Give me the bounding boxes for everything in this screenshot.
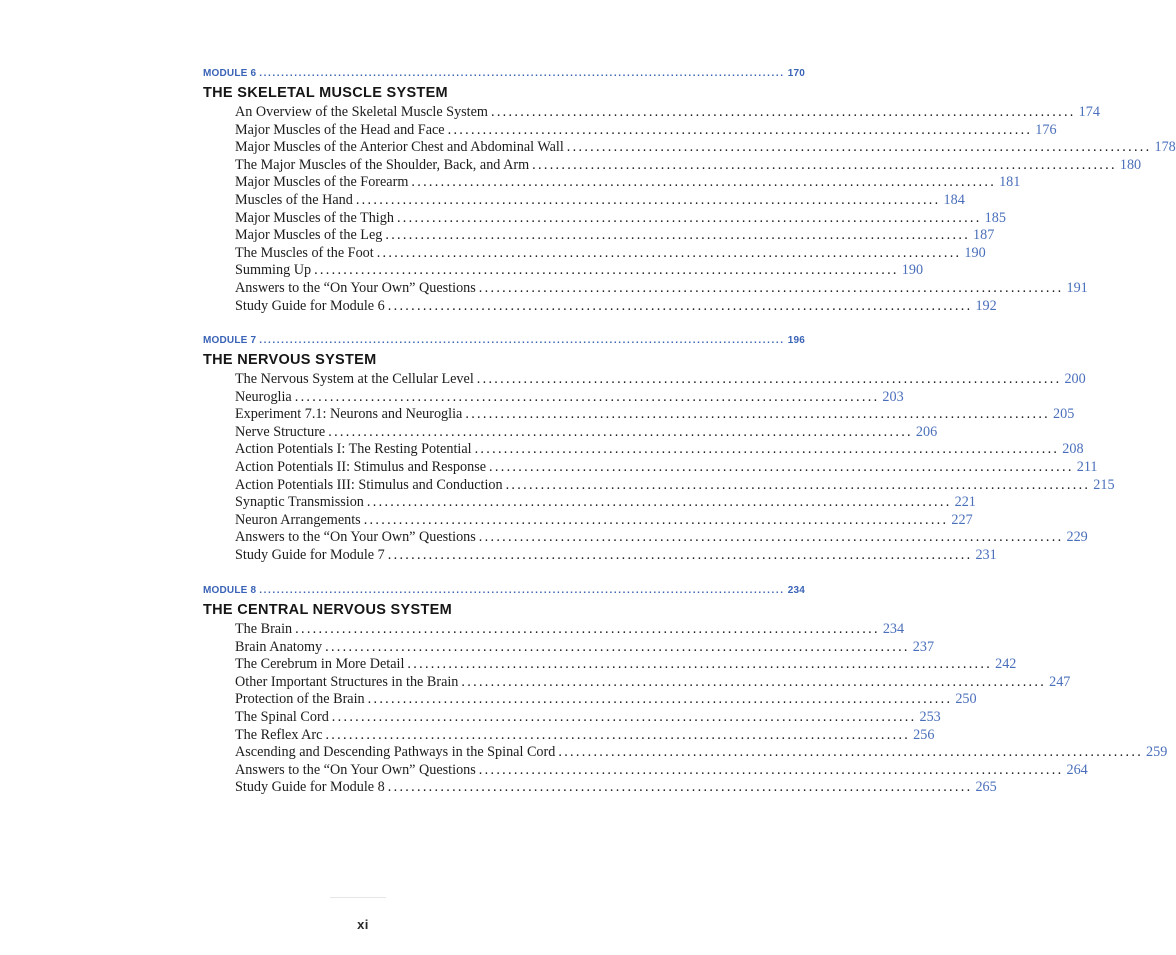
module-title: THE NERVOUS SYSTEM bbox=[203, 352, 377, 368]
module-6-section bbox=[203, 68, 1176, 315]
entry-title: Major Muscles of the Head and Face bbox=[235, 121, 445, 138]
module-label: MODULE 8 bbox=[203, 585, 257, 596]
dot-leader: .................................................................................................... bbox=[387, 546, 973, 563]
module-header[interactable] bbox=[203, 335, 805, 349]
entry-page-number: 185 bbox=[984, 209, 1006, 226]
toc-entry[interactable] bbox=[235, 511, 973, 530]
module-header[interactable] bbox=[203, 585, 805, 599]
toc-entry[interactable] bbox=[235, 546, 997, 565]
entry-title: The Cerebrum in More Detail bbox=[235, 656, 405, 673]
entry-title: Protection of the Brain bbox=[235, 691, 365, 708]
dot-leader: .................................................................................................... bbox=[355, 191, 941, 208]
entry-title: An Overview of the Skeletal Muscle System bbox=[235, 104, 488, 120]
toc-entry[interactable] bbox=[235, 121, 1057, 140]
toc-entry[interactable] bbox=[235, 209, 1006, 228]
toc-entry[interactable] bbox=[235, 656, 1017, 674]
entry-page-number: 184 bbox=[943, 191, 965, 208]
dot-leader: .................................................................................................... bbox=[558, 744, 1144, 761]
dot-leader: .................................................................................................... bbox=[387, 779, 973, 796]
module-label: MODULE 7 bbox=[203, 335, 257, 346]
entry-page-number: 256 bbox=[913, 726, 935, 743]
dot-leader: .................................................................................................... bbox=[295, 621, 880, 637]
entry-page-number: 187 bbox=[973, 227, 995, 244]
dot-leader: .................................................................................................... bbox=[474, 441, 1060, 458]
dot-leader: ........................................................................................................................ bbox=[259, 585, 785, 596]
dot-leader: .................................................................................................... bbox=[407, 656, 993, 673]
dot-leader: .................................................................................................... bbox=[447, 121, 1033, 138]
dot-leader: .................................................................................................... bbox=[489, 458, 1074, 475]
entry-title: Major Muscles of the Thigh bbox=[235, 209, 394, 226]
entry-title: Study Guide for Module 6 bbox=[235, 297, 385, 314]
entry-page-number: 190 bbox=[964, 244, 986, 261]
entry-title: Summing Up bbox=[235, 262, 312, 279]
entry-list bbox=[235, 104, 1176, 315]
entry-title: Neuroglia bbox=[235, 388, 292, 405]
dot-leader: .................................................................................................... bbox=[566, 139, 1152, 156]
entry-page-number: 221 bbox=[954, 494, 976, 511]
entry-title: Nerve Structure bbox=[235, 423, 326, 440]
toc-entry[interactable] bbox=[235, 494, 976, 512]
toc-entry[interactable] bbox=[235, 371, 1086, 389]
module-header[interactable] bbox=[203, 68, 805, 82]
toc-entry[interactable] bbox=[235, 761, 1088, 780]
toc-entry[interactable] bbox=[235, 174, 1021, 192]
toc-entry[interactable] bbox=[235, 227, 995, 245]
entry-title: The Reflex Arc bbox=[235, 726, 323, 743]
dot-leader: .................................................................................................... bbox=[396, 209, 982, 226]
dot-leader: .................................................................................................... bbox=[385, 227, 971, 244]
dot-leader: .................................................................................................... bbox=[532, 156, 1117, 173]
toc-entry[interactable] bbox=[235, 388, 904, 407]
entry-title: Study Guide for Module 7 bbox=[235, 546, 385, 563]
entry-title: The Muscles of the Foot bbox=[235, 244, 374, 261]
toc-entry[interactable] bbox=[235, 779, 997, 797]
entry-page-number: 215 bbox=[1093, 476, 1115, 493]
dot-leader: .................................................................................................... bbox=[490, 104, 1076, 120]
module-title: THE SKELETAL MUSCLE SYSTEM bbox=[203, 85, 448, 101]
entry-page-number: 242 bbox=[995, 656, 1017, 673]
entry-page-number: 237 bbox=[912, 638, 935, 655]
dot-leader: .................................................................................................... bbox=[294, 388, 880, 405]
entry-title: Answers to the “On Your Own” Questions bbox=[235, 529, 476, 546]
toc-entry[interactable] bbox=[235, 262, 924, 280]
entry-page-number: 247 bbox=[1049, 673, 1071, 690]
entry-page-number: 192 bbox=[975, 297, 997, 314]
toc-entry[interactable] bbox=[235, 406, 1075, 424]
entry-page-number: 227 bbox=[951, 511, 973, 528]
toc-entry[interactable] bbox=[235, 638, 935, 657]
entry-page-number: 176 bbox=[1035, 121, 1057, 138]
toc-entry[interactable] bbox=[235, 139, 1176, 157]
entry-page-number: 259 bbox=[1146, 744, 1168, 761]
entry-page-number: 200 bbox=[1064, 371, 1086, 387]
page-number: xi bbox=[357, 917, 369, 932]
module-7-section bbox=[203, 335, 1115, 565]
entry-page-number: 191 bbox=[1066, 279, 1088, 296]
toc-entry[interactable] bbox=[235, 726, 935, 745]
toc-entry[interactable] bbox=[235, 423, 938, 442]
entry-title: Neuron Arrangements bbox=[235, 511, 361, 528]
module-page-number: 196 bbox=[787, 335, 805, 346]
dot-leader: .................................................................................................... bbox=[366, 494, 952, 511]
dot-leader: .................................................................................................... bbox=[325, 638, 910, 655]
footer-divider bbox=[330, 897, 386, 898]
entry-list bbox=[235, 371, 1115, 565]
entry-page-number: 253 bbox=[919, 708, 941, 725]
toc-entry[interactable] bbox=[235, 279, 1088, 298]
entry-title: The Brain bbox=[235, 621, 293, 637]
entry-title: Ascending and Descending Pathways in the Spinal Cord bbox=[235, 744, 556, 761]
dot-leader: ........................................................................................................................ bbox=[259, 68, 785, 79]
toc-entry[interactable] bbox=[235, 297, 997, 316]
dot-leader: .................................................................................................... bbox=[325, 726, 911, 743]
toc-entry[interactable] bbox=[235, 104, 1100, 122]
entry-title: Action Potentials III: Stimulus and Conduction bbox=[235, 476, 503, 493]
dot-leader: .................................................................................................... bbox=[478, 279, 1064, 296]
dot-leader: .................................................................................................... bbox=[411, 174, 997, 191]
entry-page-number: 205 bbox=[1053, 406, 1075, 423]
toc-entry[interactable] bbox=[235, 744, 1168, 762]
entry-title: Other Important Structures in the Brain bbox=[235, 673, 459, 690]
toc-entry[interactable] bbox=[235, 621, 905, 639]
entry-page-number: 264 bbox=[1066, 761, 1088, 778]
entry-page-number: 174 bbox=[1078, 104, 1100, 120]
module-page-number: 170 bbox=[787, 68, 805, 79]
toc-entry[interactable] bbox=[235, 458, 1098, 477]
entry-title: Answers to the “On Your Own” Questions bbox=[235, 761, 476, 778]
entry-page-number: 208 bbox=[1062, 441, 1084, 458]
dot-leader: .................................................................................................... bbox=[363, 511, 949, 528]
dot-leader: .................................................................................................... bbox=[331, 708, 917, 725]
dot-leader: .................................................................................................... bbox=[465, 406, 1051, 423]
toc-entry[interactable] bbox=[235, 244, 986, 263]
dot-leader: .................................................................................................... bbox=[476, 371, 1062, 387]
dot-leader: ........................................................................................................................ bbox=[259, 335, 785, 346]
entry-title: Study Guide for Module 8 bbox=[235, 779, 385, 796]
module-title: THE CENTRAL NERVOUS SYSTEM bbox=[203, 602, 452, 618]
entry-page-number: 211 bbox=[1076, 458, 1098, 475]
toc-entry[interactable] bbox=[235, 191, 965, 210]
dot-leader: .................................................................................................... bbox=[478, 529, 1064, 546]
entry-page-number: 203 bbox=[882, 388, 904, 405]
dot-leader: .................................................................................................... bbox=[387, 297, 973, 314]
module-page-number: 234 bbox=[787, 585, 805, 596]
entry-title: The Spinal Cord bbox=[235, 708, 329, 725]
entry-list bbox=[235, 621, 1168, 797]
entry-title: Brain Anatomy bbox=[235, 638, 323, 655]
entry-page-number: 190 bbox=[901, 262, 924, 279]
entry-title: Synaptic Transmission bbox=[235, 494, 364, 511]
entry-page-number: 265 bbox=[975, 779, 997, 796]
toc-entry[interactable] bbox=[235, 156, 1142, 175]
toc-entry[interactable] bbox=[235, 529, 1088, 547]
module-8-section bbox=[203, 585, 1168, 797]
entry-page-number: 178 bbox=[1154, 139, 1176, 156]
entry-page-number: 206 bbox=[915, 423, 938, 440]
entry-title: Experiment 7.1: Neurons and Neuroglia bbox=[235, 406, 463, 423]
dot-leader: .................................................................................................... bbox=[505, 476, 1091, 493]
dot-leader: .................................................................................................... bbox=[478, 761, 1064, 778]
entry-page-number: 250 bbox=[955, 691, 977, 708]
entry-title: Major Muscles of the Forearm bbox=[235, 174, 409, 191]
dot-leader: .................................................................................................... bbox=[376, 244, 962, 261]
dot-leader: .................................................................................................... bbox=[367, 691, 953, 708]
dot-leader: .................................................................................................... bbox=[314, 262, 899, 279]
entry-title: Answers to the “On Your Own” Questions bbox=[235, 279, 476, 296]
module-label: MODULE 6 bbox=[203, 68, 257, 79]
entry-title: Action Potentials I: The Resting Potential bbox=[235, 441, 472, 458]
toc-entry[interactable] bbox=[235, 476, 1115, 495]
entry-title: Major Muscles of the Anterior Chest and Abdominal Wall bbox=[235, 139, 564, 156]
toc-entry[interactable] bbox=[235, 441, 1084, 459]
entry-title: The Nervous System at the Cellular Level bbox=[235, 371, 474, 387]
entry-title: The Major Muscles of the Shoulder, Back, and Arm bbox=[235, 156, 530, 173]
toc-entry[interactable] bbox=[235, 673, 1071, 692]
entry-title: Muscles of the Hand bbox=[235, 191, 353, 208]
toc-entry[interactable] bbox=[235, 691, 977, 709]
entry-title: Action Potentials II: Stimulus and Response bbox=[235, 458, 487, 475]
toc-entry[interactable] bbox=[235, 708, 941, 727]
entry-page-number: 229 bbox=[1066, 529, 1088, 546]
entry-page-number: 231 bbox=[975, 546, 997, 563]
dot-leader: .................................................................................................... bbox=[328, 423, 913, 440]
entry-page-number: 181 bbox=[999, 174, 1021, 191]
entry-title: Major Muscles of the Leg bbox=[235, 227, 383, 244]
entry-page-number: 180 bbox=[1119, 156, 1142, 173]
dot-leader: .................................................................................................... bbox=[461, 673, 1047, 690]
entry-page-number: 234 bbox=[882, 621, 905, 637]
